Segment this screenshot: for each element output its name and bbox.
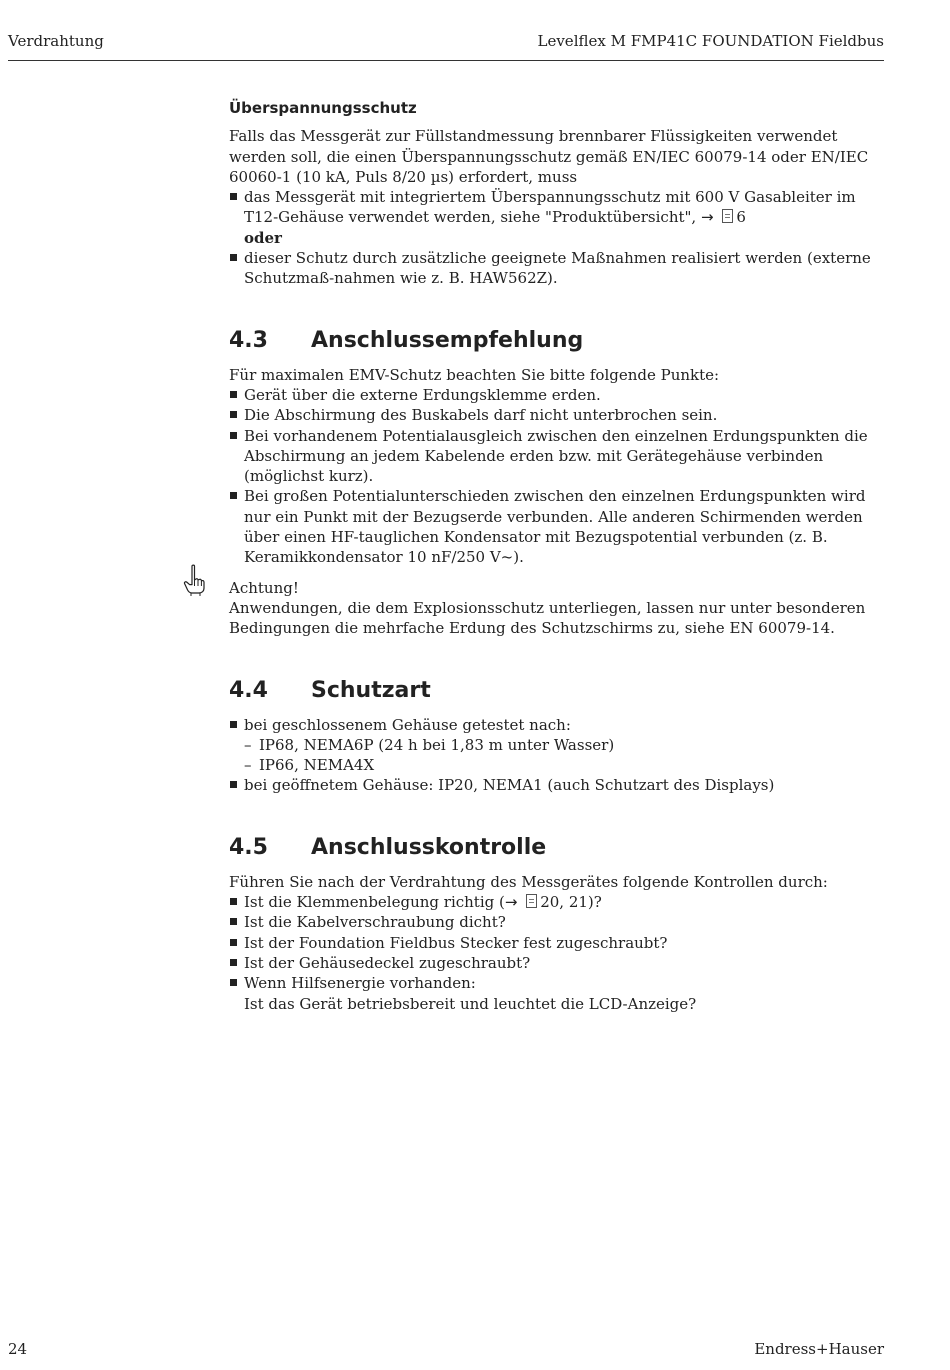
list-item: – IP66, NEMA4X — [244, 755, 889, 775]
overvoltage-list — [229, 187, 889, 288]
page-reference-link[interactable]: 6 — [736, 208, 746, 227]
page-number: 24 — [8, 1340, 28, 1358]
list-item: Bei großen Potentialunterschieden zwischen den einzelnen Erdungspunkten wird nur ein Punkt mit der Bezugserde verbunden. Alle anderen Schirmenden werden über einen HF-tauglichen Kondensator mit Bezugspotential verbunden (z. B. Keramikkondensator 10 nF/250 V~). — [229, 486, 889, 567]
list-item — [229, 973, 889, 1014]
list-item: Ist der Foundation Fieldbus Stecker fest zugeschraubt? — [229, 933, 889, 953]
caution-title: Achtung! — [229, 578, 299, 597]
caution-note — [229, 578, 889, 639]
page-reference-link[interactable]: 20, 21)? — [540, 893, 602, 912]
section-heading-4-4 — [229, 677, 889, 705]
list-item: Ist die Kabelverschraubung dicht? — [229, 912, 889, 932]
caution-text: Anwendungen, die dem Explosionsschutz unterliegen, lassen nur unter besonderen Bedingungen die mehrfache Erdung des Schutzschirms zu, siehe EN 60079-14. — [229, 598, 866, 638]
page-reference-icon — [722, 209, 733, 223]
power-check-line-1: Wenn Hilfsenergie vorhanden: — [244, 974, 476, 993]
list-item: Die Abschirmung des Buskabels darf nicht unterbrochen sein. — [229, 405, 889, 425]
section-4-5-list — [229, 892, 889, 1014]
arrow-icon: → — [504, 893, 518, 912]
list-item: bei geöffnetem Gehäuse: IP20, NEMA1 (auch Schutzart des Displays) — [229, 775, 889, 795]
overvoltage-intro: Falls das Messgerät zur Füllstandmessung brennbarer Flüssigkeiten verwendet werden soll, die einen Überspannungsschutz gemäß EN/IEC 60079-14 oder EN/IEC 60060-1 (10 kA, Puls 8/20 µs) erfordert, muss — [229, 127, 869, 186]
section-title: Anschlusskontrolle — [311, 834, 547, 860]
list-item: Bei vorhandenem Potentialausgleich zwischen den einzelnen Erdungspunkten die Abschirmung an jedem Kabelende erden bzw. mit Gerätegehäuse verbinden (möglichst kurz). — [229, 426, 889, 487]
section-4-5-intro: Führen Sie nach der Verdrahtung des Messgerätes folgende Kontrollen durch: — [229, 872, 828, 891]
overvoltage-item-2-text: dieser Schutz durch zusätzliche geeignete Maßnahmen realisiert werden (externe Schutzmaß-nahmen wie z. B. HAW562Z). — [244, 249, 871, 288]
header-product: Levelflex M FMP41C FOUNDATION Fieldbus — [537, 32, 884, 50]
list-item: Ist der Gehäusedeckel zugeschraubt? — [229, 953, 889, 973]
overvoltage-item-1-text: das Messgerät mit integriertem Überspannungsschutz mit 600 V Gasableiter im T12-Gehäuse verwendet werden, siehe "Produktübersicht", — [244, 188, 856, 227]
section-4-3-list — [229, 385, 889, 568]
header-rule — [8, 60, 884, 61]
protection-closed-housing: bei geschlossenem Gehäuse getestet nach: — [244, 715, 571, 734]
arrow-icon: → — [700, 208, 714, 227]
section-title: Schutzart — [311, 677, 431, 703]
page-reference-icon — [526, 894, 537, 908]
list-item — [229, 715, 889, 776]
section-4-4-list — [229, 715, 889, 796]
section-heading-4-3 — [229, 327, 889, 355]
protection-sublist — [244, 735, 889, 776]
section-number: 4.5 — [229, 834, 268, 860]
list-item — [229, 892, 889, 912]
page-content — [229, 98, 889, 1014]
overvoltage-heading: Überspannungsschutz — [229, 99, 417, 117]
list-item: – IP68, NEMA6P (24 h bei 1,83 m unter Wasser) — [244, 735, 889, 755]
section-4-3-intro: Für maximalen EMV-Schutz beachten Sie bitte folgende Punkte: — [229, 365, 720, 384]
list-item — [229, 248, 889, 289]
section-heading-4-5 — [229, 834, 889, 862]
list-item — [229, 187, 889, 248]
header-chapter: Verdrahtung — [8, 32, 104, 50]
or-label: oder — [244, 228, 282, 247]
section-number: 4.4 — [229, 677, 268, 703]
brand-name: Endress+Hauser — [754, 1340, 884, 1358]
terminal-check-prefix: Ist die Klemmenbelegung richtig ( — [244, 893, 505, 912]
section-title: Anschlussempfehlung — [311, 327, 584, 353]
power-check-line-2: Ist das Gerät betriebsbereit und leuchtet die LCD-Anzeige? — [244, 994, 697, 1013]
section-number: 4.3 — [229, 327, 268, 353]
pointing-hand-icon — [183, 564, 205, 596]
list-item: Gerät über die externe Erdungsklemme erden. — [229, 385, 889, 405]
